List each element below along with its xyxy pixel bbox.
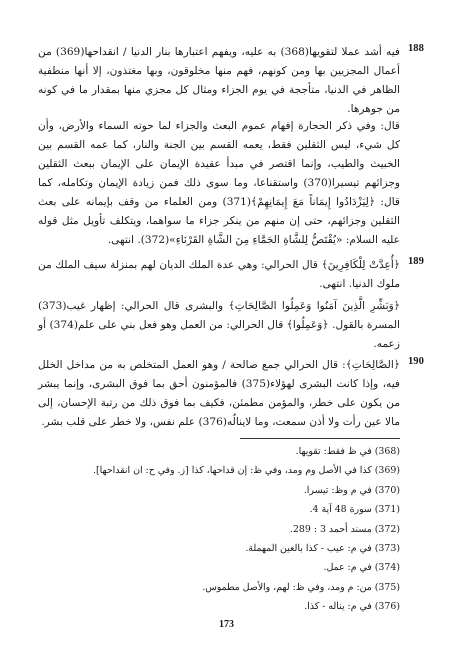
paragraph-bushra: ﴿وَبَشِّرِ الَّذِينَ آمَنُوا وَعَمِلُوا الصَّالِحَاتِ﴾ والبشرى قال الحرالي: إظهار غيب(373) المسرة بالقول. ﴿وَعَمِلُوا﴾ قال الحرالي: من العمل وهو فعل بني على علم(374) أو زعمه. <box>38 300 401 350</box>
footnotes <box>38 442 400 617</box>
paragraph-188: فيه أشد عملا لتقويها(368) به عليه، ويفهم اعتبارها بنار الدنيا / انقداحها(369) من أعمال المجزيين بها ومن كونهم، فهم منها مخلوقون، وبها مغتذون، إلا أنها منطفية الظاهر في الدنيا، متأججة في يوم الجزاء ومثال كل مجزي منها بمقدار ما في كونه من جوهرها. <box>38 46 400 115</box>
footnote-373: (373) في م: عيب - كذا بالعين المهملة. <box>245 542 400 554</box>
footnote-369: (369) كذا في الأصل وم ومد، وفي ظ: إن قداحها، كذا [ز. وفي ح: ان انقداحها]. <box>93 465 400 477</box>
entry-number-188: 188 <box>408 43 424 54</box>
footnote-separator <box>240 438 400 439</box>
paragraph-hijara: قال: وفي ذكر الحجارة إفهام عموم البعث والجزاء لما حوته السماء والأرض، وأن كل شيء، ليس الثقلين فقط، يعمه القسم بين الجنة والنار، كما عمه القسم بين الخبيث والطيب، وإنما اقتصر في مبدأ عقيدة الإيمان على الإيمان ببعث الثقلين وجزائهم تيسيرا(370) واستقناعا، وما سوى ذلك فمن زيادة الإيمان وتكامله، كما قال: ﴿لِيَزْدَادُوا إِيمَاناً مَعَ إِيمَانِهِمْ﴾(371) ومن العلماء من وقف بإيمانه على بعث الثقلين وجزائهم، حتى إن منهم من ينكر جزاء ما سواهما، ويتكلف تأويل مثل قوله عليه السلام: «يُقْتَصُّ لِلشَّاةِ الجَمَّاءِ مِنَ الشَّاةِ القَرْنَاءِ»(372). انتهى. <box>38 120 400 246</box>
footnote-368: (368) في ظ فقط: تقويها. <box>295 446 400 457</box>
page-number: 173 <box>219 619 234 630</box>
footnote-371: (371) سورة 48 آية 4. <box>309 504 400 516</box>
paragraph-190: ﴿الصَّالِحَاتِ﴾: قال الحرالي جمع صالحة / وهو العمل المتخلص به من مداخل الخلل فيه، وإذا كانت البشرى لهؤلاء(375) فالمؤمنون أحق بما فوق البشرى، وإنما يبشر من يكون على خطر، والمؤمن مطمئن، فكيف بما فوق ذلك من رتبة الإحسان، إلى مالا عين رأت ولا أذن سمعت، وما لاينالُه(376) علم نفس، ولا خطر على قلب بشر. <box>38 359 400 428</box>
footnote-372: (372) مسند أحمد 3 : 289. <box>289 523 400 535</box>
footnote-374: (374) في م: عمل. <box>323 562 400 574</box>
entry-number-189: 189 <box>408 256 424 267</box>
footnote-376: (376) في م: يناله - كذا. <box>304 601 400 613</box>
paragraph-189: ﴿أُعِدَّتْ لِلْكَافِرِينَ﴾ قال الحرالي: وهي عدة الملك الديان لهم بمنزلة سيف الملك من ملوك الدنيا. انتهى. <box>38 259 400 290</box>
footnote-375: (375) من: م ومد، وفي ظ: لهم، والأصل مطموس. <box>202 581 400 593</box>
entry-number-190: 190 <box>408 356 424 367</box>
footnote-370: (370) في م وظ: تيسرا. <box>303 484 400 496</box>
